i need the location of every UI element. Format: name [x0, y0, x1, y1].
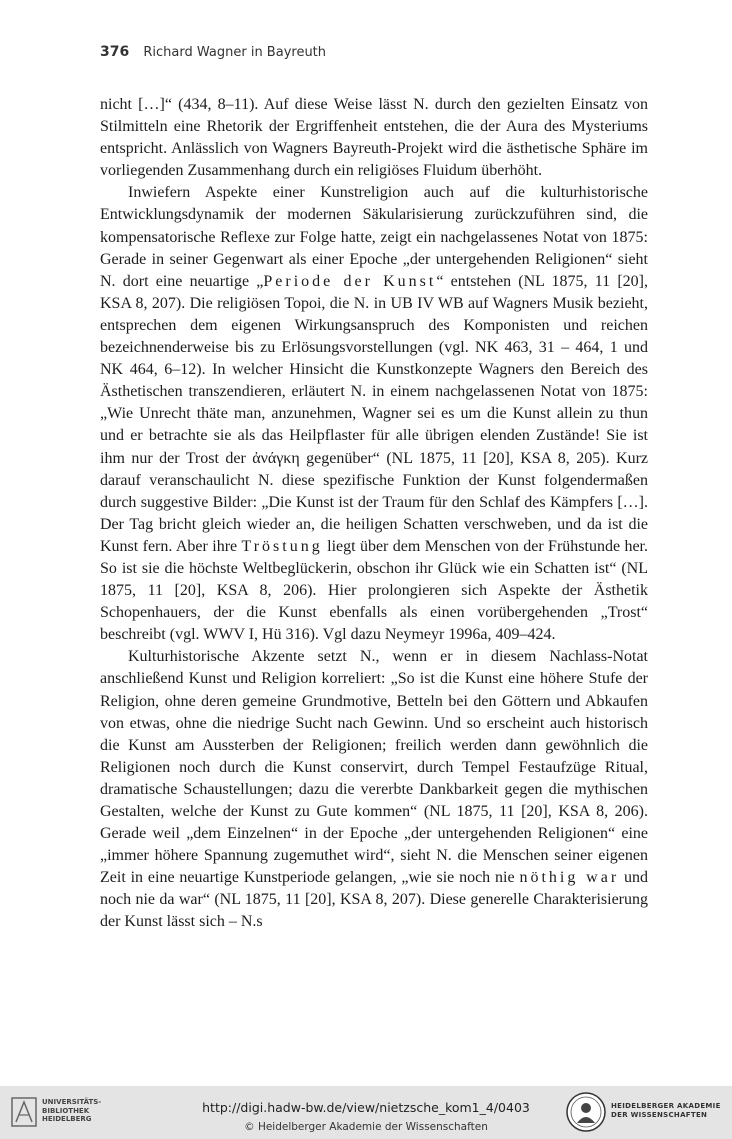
- university-library-emblem-icon: [10, 1096, 38, 1128]
- copyright-notice: © Heidelberger Akademie der Wissenschaften: [244, 1121, 488, 1133]
- permalink-url[interactable]: http://digi.hadw-bw.de/view/nietzsche_kom1_4/0403: [202, 1100, 530, 1115]
- paragraph-2-part-a: Inwiefern Aspekte einer Kunstreligion auch auf die kulturhistorische Entwicklungsdynamik der modernen Säkularisierung zurückzuführen sind, die kompensatorische Reflexe zur Folge hatte, zeigt ein nachgelassenes Notat von 1875: Gerade in seiner Gegenwart als einer Epoche „der untergehenden Religionen“ sieht N. dort eine neuartige „: [100, 184, 648, 290]
- paragraph-1: nicht […]“ (434, 8–11). Auf diese Weise lässt N. durch den gezielten Einsatz von Stilmitteln eine Rhetorik der Ergriffenheit entstehen, die der Aura des Mysteriums entspricht. Anlässlich von Wagners Bayreuth-Projekt wird die ästhetische Sphäre im vorliegenden Zusammenhang durch ein religiöses Fluidum überhöht.: [100, 96, 648, 180]
- paragraph-2: [100, 182, 648, 646]
- page-number: 376: [100, 44, 130, 60]
- academy-seal-icon: [565, 1091, 607, 1133]
- university-library-logo: [10, 1094, 130, 1130]
- paragraph-3-part-b: und noch nie da war“ (NL 1875, 11 [20], KSA 8, 207). Diese generelle Charakterisierung der Kunst lässt sich – N.s: [100, 869, 649, 931]
- paragraph-3: [100, 646, 648, 933]
- emphasis-periode-der-kunst: Periode der Kunst: [263, 272, 437, 290]
- emphasis-noethig-war: nöthig war: [519, 869, 620, 887]
- emphasis-troestung: Tröstung: [241, 537, 323, 555]
- paragraph-2-part-b: “ entstehen (NL 1875, 11 [20], KSA 8, 207). Die religiösen Topoi, die N. in UB IV WB auf Wagners Musik bezieht, entsprechen dem eigenen Wirkungsanspruch des Komponisten und reichen bezeichnenderweise bis zu Erlösungsvorstellungen (vgl. NK 463, 31 – 464, 1 und NK 464, 6–12). In welcher Hinsicht die Kunstkonzepte Wagners den Bereich des Ästhetischen transzendieren, erläutert N. in einem nachgelassenen Notat von 1875: „Wie Unrecht thäte man, anzunehmen, Wagner sei es um die Kunst allein zu thun und er betrachte sie als das Heilpflaster für alle übrigen elenden Zustände! Sie ist ihm nur der Trost der ἀνάγκη gegenüber“ (NL 1875, 11 [20], KSA 8, 205). Kurz darauf veranschaulicht N. diese spezifische Funktion der Kunst folgendermaßen durch suggestive Bilder: „Die Kunst ist der Traum für den Schlaf des Kämpfers […]. Der Tag bricht gleich wieder an, die heiligen Schatten verschweben, und da ist die Kunst fern. Aber ihre: [100, 272, 648, 555]
- running-title: Richard Wagner in Bayreuth: [143, 45, 327, 60]
- academy-name: HEIDELBERGER AKADEMIE DER WISSENSCHAFTEN: [611, 1102, 721, 1119]
- paragraph-3-part-a: Kulturhistorische Akzente setzt N., wenn er in diesem Nachlass-Notat anschließend Kunst und Religion korreliert: „So ist die Kunst eine höhere Stufe der Religion, ohne deren gemeine Grundmotive, Betteln bei den Göttern und Abkaufen von etwas, ohne die niedrige Sucht nach Gewinn. Und so erscheint auch historisch die Kunst am Aussterben der Religionen; freilich werden dann gewöhnlich die Religionen noch durch die Kunst conservirt, durch Tempel Festaufzüge Ritual, dramatische Schaustellungen; dazu die vererbte Dankbarkeit gegen die mythischen Gestalten, welche der Kunst zu Gute kommen“ (NL 1875, 11 [20], KSA 8, 206). Gerade weil „dem Einzelnen“ in der Epoche „der untergehenden Religionen“ eine „immer höhere Spannung zugemuthet wird“, sieht N. die Menschen seiner eigenen Zeit in eine neuartige Kunstperiode gelangen, „wie sie noch nie: [100, 648, 648, 887]
- running-head: [100, 44, 660, 64]
- paragraph-2-part-c: liegt über dem Menschen von der Frühstunde her. So ist sie die höchste Weltbeglückerin, obschon ihr Glück wie ein Schatten ist“ (NL 1875, 11 [20], KSA 8, 206). Hier prolongieren sich Aspekte der Ästhetik Schopenhauers, der die Kunst ebenfalls als einen vorübergehenden „Trost“ beschreibt (vgl. WWV I, Hü 316). Vgl dazu Neymeyr 1996a, 409–424.: [100, 537, 648, 644]
- body-text: [100, 94, 648, 934]
- university-library-name: UNIVERSITÄTS- BIBLIOTHEK HEIDELBERG: [42, 1098, 102, 1123]
- academy-logo: [565, 1089, 730, 1135]
